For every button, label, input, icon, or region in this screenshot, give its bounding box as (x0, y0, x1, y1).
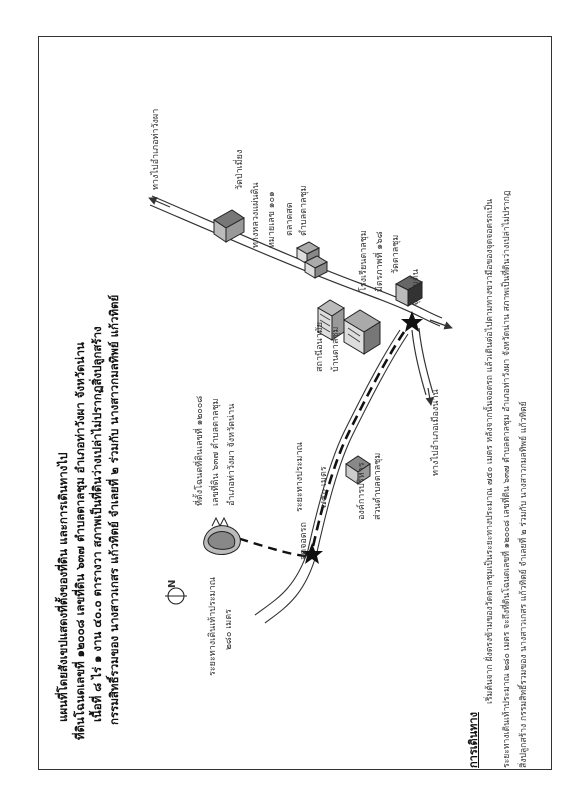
school-icon (344, 310, 380, 354)
road-to-mueang-nan (412, 328, 433, 395)
label-market-2: ตำบลตาลชุม (299, 185, 309, 236)
label-stop-point: จุดจอดรถ (299, 522, 309, 560)
title-line-2: ที่ดินโฉนดเลขที่ ๑๒๐๐๘ เลขที่ดิน ๖๓๗ ตำบลตาลชุม อำเภอท่าวังผา จังหวัดน่าน (73, 342, 87, 740)
arrow-to-mueang-nan-east (430, 320, 452, 328)
label-walk-distance-1: ระยะทางเดินเท้าประมาณ (208, 576, 218, 676)
north-arrow-icon (165, 588, 187, 604)
land-parcel-icon (204, 518, 241, 555)
label-walk-distance-2: ๒๘๐ เมตร (224, 609, 234, 650)
label-to-mueang-nan: ทางไปอำเภอเมืองน่าน (431, 389, 441, 476)
directions-line-3: สิ่งปลูกสร้าง กรรมสิทธิ์รวมของ นางสาวเกสร แก้วทิตย์ จำเลยที่ ๒ ร่วมกับ นางสาวกมลทิพย์ แก้วทิตย์ (519, 401, 529, 768)
label-to-tha-wang-pha: ทางไปอำเภอท่าวังผา (151, 108, 161, 190)
directions-line-2: ระยะทางเดินเท้าประมาณ ๒๘๐ เมตร จะถึงที่ดินโฉนดเลขที่ ๑๒๐๐๘ เลขที่ดิน ๖๓๗ ตำบลตาลชุม อำเภอท่าวังผา จังหวัดน่าน สภาพเป็นที่ดินว่างเปล่าไม่ปรากฏ (502, 190, 512, 768)
label-parcel-3: อำเภอท่าวังผา จังหวัดน่าน (227, 403, 237, 506)
label-road-distance-2: ๗๕๐ เมตร (319, 466, 329, 508)
label-sao-office-2: ส่วนตำบลตาลชุม (373, 452, 383, 520)
label-health-center-2: บ้านตาลชุม (331, 326, 341, 372)
title-line-3: เนื้อที่ ๘ ไร่ ๑ งาน ๔๐.๐ ตารางวา สภาพเป็นที่ดินว่างเปล่าไม่ปรากฏสิ่งปลูกสร้าง (90, 326, 104, 722)
market-icon (297, 242, 327, 278)
label-parcel-1: ที่ตั้งโฉนดที่ดินเลขที่ ๑๒๐๐๘ (195, 395, 205, 506)
label-road-distance-1: ระยะทางประมาณ (295, 442, 305, 512)
label-school-1: โรงเรียนตาลชุม (359, 230, 369, 292)
label-market-1: ตลาดสด (285, 202, 295, 236)
directions-line-1: เริ่มต้นจาก ฝั่งตรงข้ามของวัดตาลชุมเป็นระยะทางประมาณ ๗๕๐ เมตร หลังจากนั้นจอดรถ แล้วเดินต่อไปตามทางขวามือของจุดจอดรถเป็น (485, 198, 495, 704)
label-highway-2: หมายเลข ๑๐๑ (267, 191, 277, 248)
title-line-1: แผนที่โดยสังเขปแสดงที่ตั้งของที่ดิน และการเดินทางไป (56, 452, 70, 722)
wat-pa-muang-icon (214, 210, 244, 242)
label-start-point: จุดเริ่มต้น (411, 269, 421, 306)
label-health-center-1: สถานีอนามัย (315, 322, 325, 372)
walk-path-dashed (234, 537, 306, 556)
title-line-4: กรรมสิทธิ์รวมของ นางสาวเกสร แก้วทิตย์ จำเลยที่ ๒ ร่วมกับ นางสาวกมลทิพย์ แก้วทิตย์ (107, 294, 121, 725)
label-wat-pa-muang: วัดป่าเมี่ยง (235, 149, 245, 190)
label-parcel-2: เลขที่ดิน ๖๓๗ ตำบลตาลชุม (211, 398, 221, 506)
label-sao-office-1: องค์การบริหาร (357, 462, 367, 520)
start-point-star (401, 311, 423, 332)
north-label: N (167, 579, 178, 588)
directions-heading: การเดินทาง (467, 712, 480, 768)
label-wat-tan-chum: วัดตาลชุม (391, 234, 401, 274)
label-highway-1: ทางหลวงแผ่นดิน (251, 182, 261, 248)
label-school-2: มิตรภาพที่ ๑๖๘ (375, 231, 385, 292)
